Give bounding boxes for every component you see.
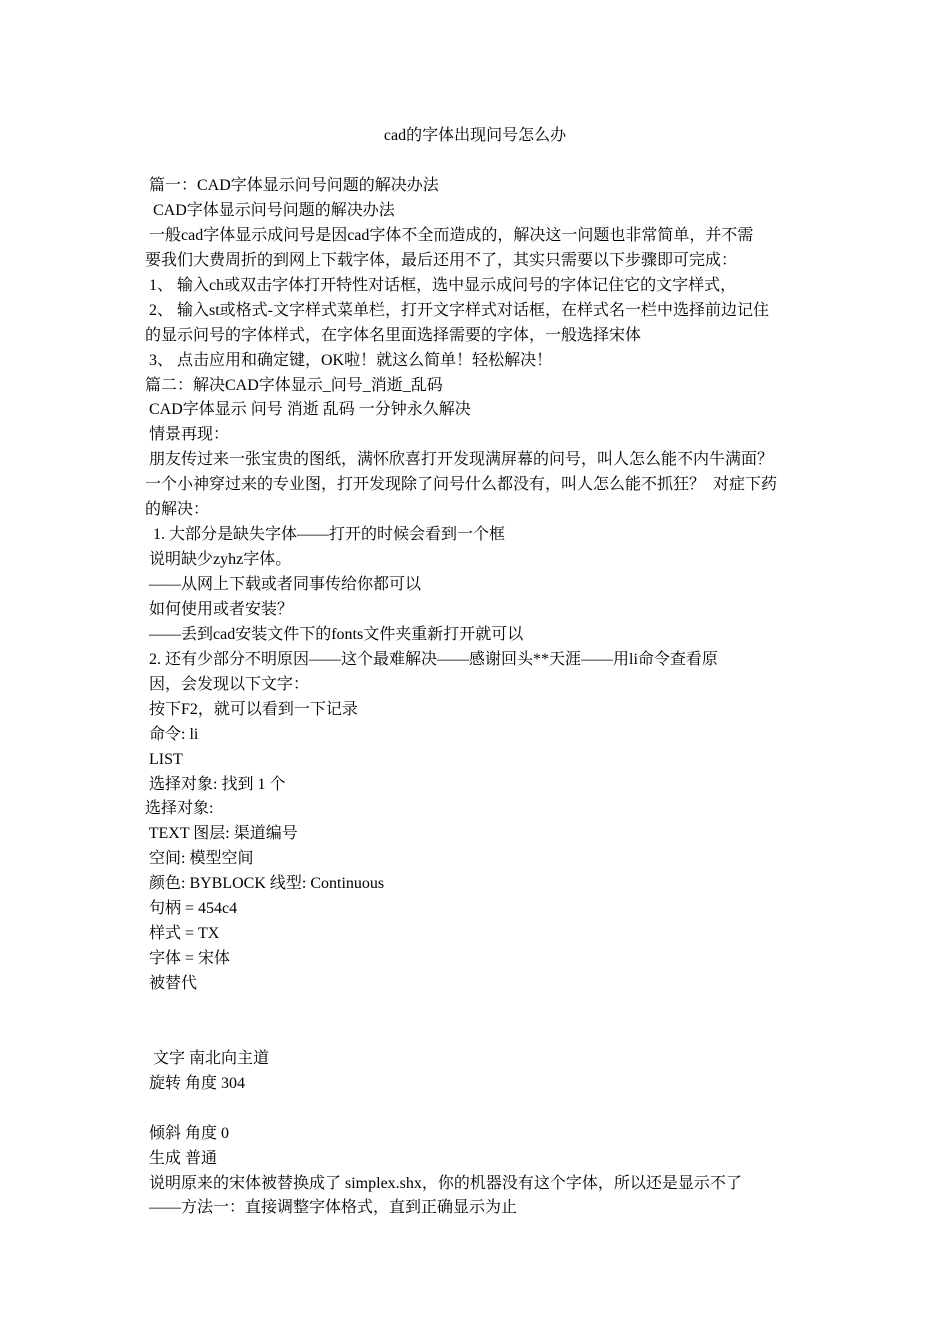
text-line: 2、 输入st或格式-文字样式菜单栏，打开文字样式对话框，在样式名一栏中选择前边记住 bbox=[145, 301, 770, 319]
text-line: 3、 点击应用和确定键，OK啦！就这么简单！轻松解决！ bbox=[145, 351, 553, 369]
text-line: 一般cad字体显示成问号是因cad字体不全而造成的，解决这一问题也非常简单，并不需 bbox=[145, 226, 754, 244]
text-line: 选择对象: 找到 1 个 bbox=[145, 775, 286, 793]
text-line: ——丢到cad安装文件下的fonts文件夹重新打开就可以 bbox=[145, 625, 524, 643]
text-line: 倾斜 角度 0 bbox=[145, 1124, 230, 1142]
text-line: LIST bbox=[145, 750, 183, 768]
text-line: 句柄 = 454c4 bbox=[145, 900, 238, 918]
text-line: 一个小神穿过来的专业图，打开发现除了问号什么都没有，叫人怎么能不抓狂？ 对症下药 bbox=[145, 476, 778, 494]
text-line: CAD字体显示 问号 消逝 乱码 一分钟永久解决 bbox=[145, 401, 471, 419]
text-line: 样式 = TX bbox=[145, 925, 220, 943]
text-line: 旋转 角度 304 bbox=[145, 1074, 246, 1092]
text-line: 说明原来的宋体被替换成了 simplex.shx，你的机器没有这个字体，所以还是显示不了 bbox=[145, 1174, 742, 1192]
text-line: 1. 大部分是缺失字体——打开的时候会看到一个框 bbox=[145, 526, 506, 544]
text-line: 被替代 bbox=[145, 975, 198, 992]
text-line: 因，会发现以下文字： bbox=[145, 675, 310, 693]
text-line: 篇一：CAD字体显示问号问题的解决办法 bbox=[145, 177, 439, 194]
text-line: 说明缺少zyhz字体。 bbox=[145, 551, 292, 569]
text-line: ——方法一：直接调整字体格式，直到正确显示为止 bbox=[145, 1199, 518, 1217]
text-line: CAD字体显示问号问题的解决办法 bbox=[145, 201, 395, 219]
text-line: ——从网上下载或者同事传给你都可以 bbox=[145, 576, 422, 593]
text-line: 选择对象: bbox=[145, 800, 214, 818]
blank-line bbox=[145, 997, 810, 1022]
text-line: 命令: li bbox=[145, 725, 199, 743]
text-line: 朋友传过来一张宝贵的图纸，满怀欣喜打开发现满屏幕的问号，叫人怎么能不内牛满面？ bbox=[145, 451, 774, 469]
text-line: 情景再现： bbox=[145, 426, 230, 444]
text-line: 2. 还有少部分不明原因——这个最难解决——感谢回头**天涯——用li命令查看原 bbox=[145, 650, 718, 668]
document-title: cad的字体出现问号怎么办 bbox=[383, 127, 567, 144]
document-body bbox=[145, 174, 810, 1221]
text-line: 空间: 模型空间 bbox=[145, 850, 254, 868]
text-line: 生成 普通 bbox=[145, 1149, 218, 1167]
text-line: 篇二：解决CAD字体显示_问号_消逝_乱码 bbox=[145, 376, 443, 394]
text-line: 1、 输入ch或双击字体打开特性对话框，选中显示成问号的字体记住它的文字样式， bbox=[145, 276, 737, 294]
blank-line bbox=[145, 1097, 810, 1122]
text-line: 文字 南北向主道 bbox=[145, 1049, 270, 1067]
text-line: 的解决： bbox=[145, 501, 210, 519]
text-line: 的显示问号的字体样式，在字体名里面选择需要的字体，一般选择宋体 bbox=[145, 326, 642, 344]
text-line: 字体 = 宋体 bbox=[145, 950, 231, 968]
text-line: 要我们大费周折的到网上下载字体，最后还用不了，其实只需要以下步骤即可完成： bbox=[145, 251, 738, 269]
blank-line bbox=[145, 1022, 810, 1047]
text-line: 如何使用或者安装？ bbox=[145, 600, 294, 618]
text-line: TEXT 图层: 渠道编号 bbox=[145, 825, 298, 843]
text-line: 按下F2，就可以看到一下记录 bbox=[145, 700, 358, 718]
text-line: 颜色: BYBLOCK 线型: Continuous bbox=[145, 875, 385, 893]
